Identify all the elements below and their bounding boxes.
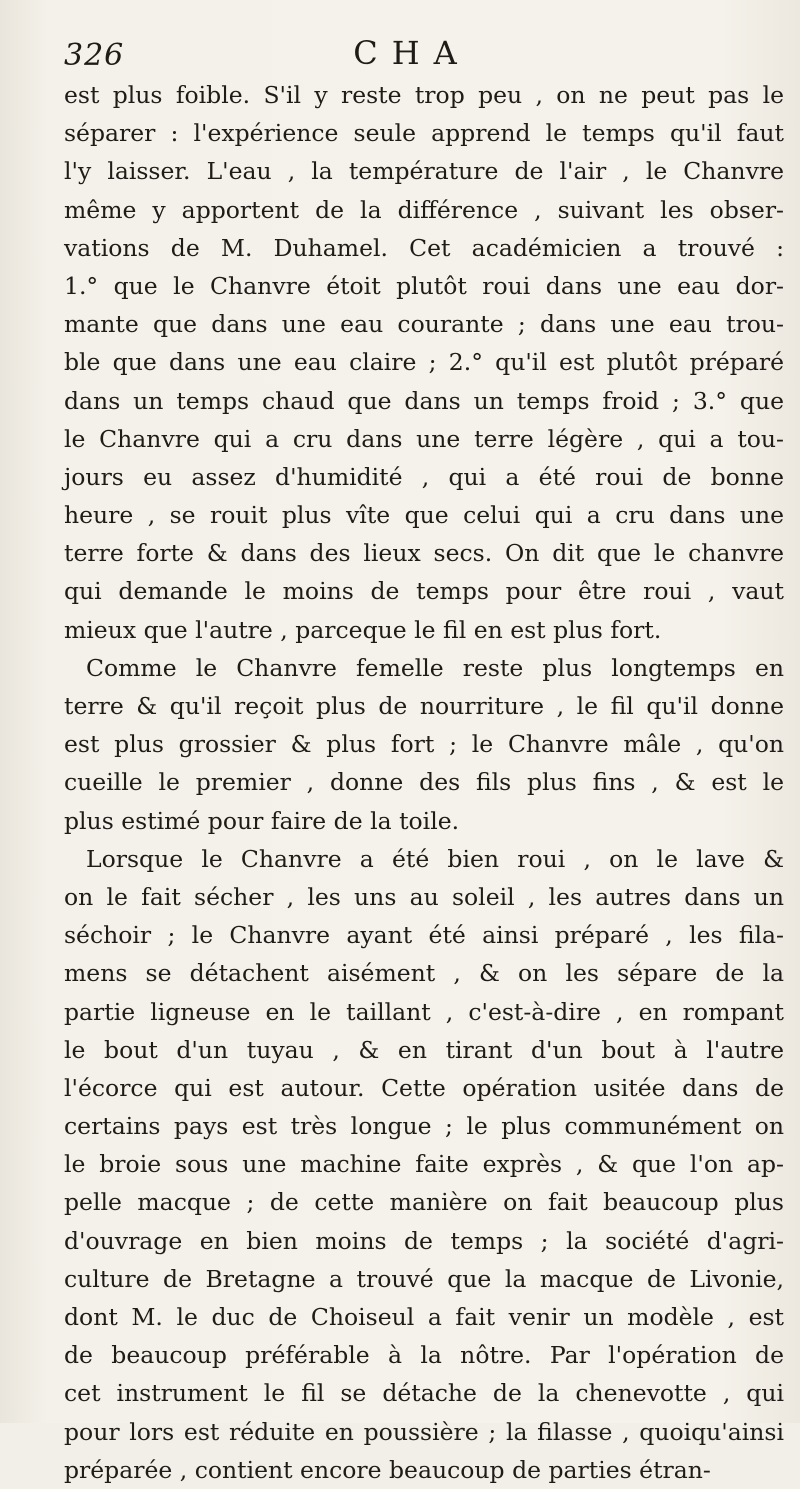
text-line: certains pays est très longue ; le plus communément on [64,1112,784,1141]
text-line: 1.° que le Chanvre étoit plutôt roui dans une eau dor- [64,271,784,300]
text-line: Comme le Chanvre femelle reste plus longtemps en [86,653,784,682]
text-line: jours eu assez d'humidité , qui a été roui de bonne [64,462,784,491]
body-text [64,76,784,1489]
text-line: plus estimé pour faire de la toile. [64,806,460,835]
text-line: terre forte & dans des lieux secs. On dit que le chanvre [64,539,784,568]
text-line: on le fait sécher , les uns au soleil , les autres dans un [64,882,784,911]
text-line: qui demande le moins de temps pour être roui , vaut [64,577,784,606]
text-line: partie ligneuse en le taillant , c'est-à-dire , en rompant [64,997,784,1026]
text-line: l'écorce qui est autour. Cette opération usitée dans de [64,1073,784,1102]
text-line: Lorsque le Chanvre a été bien roui , on le lave & [86,844,784,873]
page-number: 326 [64,38,125,73]
text-line: le Chanvre qui a cru dans une terre légère , qui a tou- [64,424,784,453]
text-line: séparer : l'expérience seule apprend le temps qu'il faut [64,119,784,148]
text-line: est plus grossier & plus fort ; le Chanvre mâle , qu'on [64,730,784,759]
text-line: dont M. le duc de Choiseul a fait venir un modèle , est [64,1303,784,1331]
text-line: terre & qu'il reçoit plus de nourriture , le fil qu'il donne [64,692,784,720]
text-line: mieux que l'autre , parceque le fil en est plus fort. [64,615,662,644]
text-line: cueille le premier , donne des fils plus fins , & est le [64,768,784,797]
page-header [64,34,760,78]
text-line: culture de Bretagne a trouvé que la macque de Livonie, [64,1264,784,1293]
text-line: ble que dans une eau claire ; 2.° qu'il est plutôt préparé [64,348,784,377]
text-line: dans un temps chaud que dans un temps froid ; 3.° que [64,386,784,415]
text-line: préparée , contient encore beaucoup de parties étran- [64,1455,711,1484]
text-line: le bout d'un tuyau , & en tirant d'un bout à l'autre [64,1035,784,1064]
text-line: même y apportent de la différence , suivant les obser- [64,195,784,224]
text-line: le broie sous une machine faite exprès , & que l'on ap- [64,1150,784,1179]
text-line: d'ouvrage en bien moins de temps ; la société d'agri- [64,1226,784,1255]
text-line: mante que dans une eau courante ; dans une eau trou- [64,310,784,339]
text-line: mens se détachent aisément , & on les sépare de la [64,959,784,988]
text-line: cet instrument le fil se détache de la chenevotte , qui [64,1379,784,1408]
running-head: CHA [353,34,471,72]
text-line: pelle macque ; de cette manière on fait beaucoup plus [64,1188,784,1217]
text-line: de beaucoup préférable à la nôtre. Par l'opération de [64,1341,784,1370]
text-line: vations de M. Duhamel. Cet académicien a trouvé : [64,233,784,262]
text-line: pour lors est réduite en poussière ; la filasse , quoiqu'ainsi [64,1417,784,1446]
text-line: l'y laisser. L'eau , la température de l'air , le Chanvre [64,157,784,186]
text-line: heure , se rouit plus vîte que celui qui a cru dans une [64,501,784,530]
text-line: est plus foible. S'il y reste trop peu , on ne peut pas le [64,81,784,109]
text-line: séchoir ; le Chanvre ayant été ainsi préparé , les fila- [64,921,784,950]
